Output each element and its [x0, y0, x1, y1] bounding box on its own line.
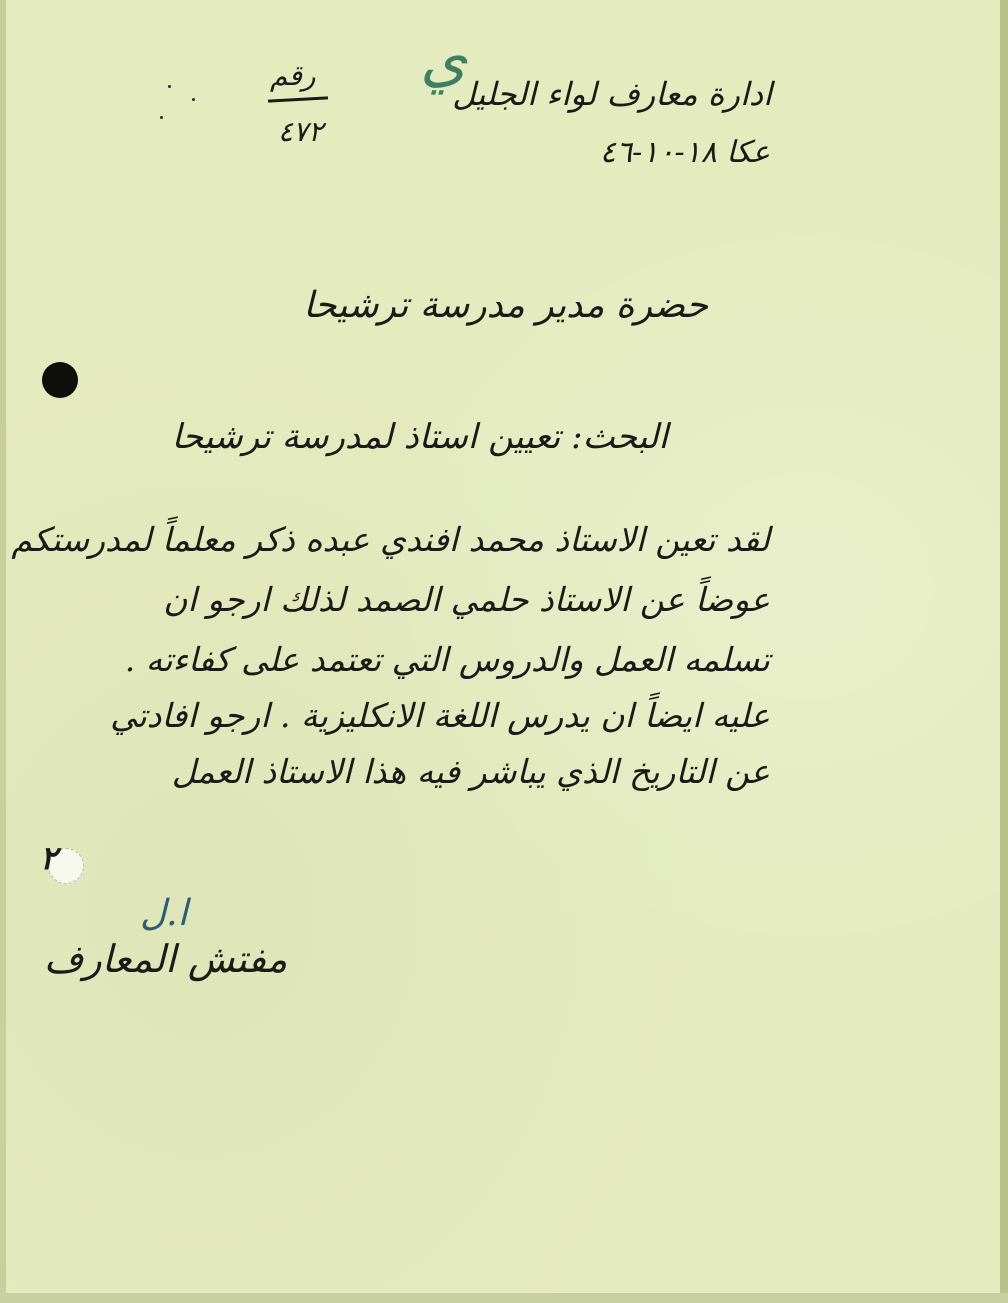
body-line: عن التاريخ الذي يباشر فيه هذا الاستاذ العمل — [171, 752, 770, 791]
page-edge-left — [0, 0, 6, 1303]
subject-line: البحث: تعيين استاذ لمدرسة ترشيحا — [171, 417, 668, 457]
page-edge-right — [1000, 0, 1008, 1303]
body-line: عوضاً عن الاستاذ حلمي الصمد لذلك ارجو ان — [163, 580, 770, 619]
signature-title: مفتش المعارف — [44, 937, 288, 981]
signature-initials: ا.ل — [140, 893, 188, 934]
reference-number: ٤٧٢ — [278, 115, 324, 148]
reference-underline — [268, 96, 328, 102]
body-line: تسلمه العمل والدروس التي تعتمد على كفاءته . — [124, 640, 770, 679]
body-line: لقد تعين الاستاذ محمد افندي عبده ذكر معلماً لمدرستكم — [11, 520, 770, 559]
addressee-line: حضرة مدير مدرسة ترشيحا — [303, 285, 708, 326]
ink-speck — [168, 85, 171, 88]
ink-speck — [160, 116, 163, 119]
ink-speck — [192, 98, 195, 101]
body-line: عليه ايضاً ان يدرس اللغة الانكليزية . ارجو افادتي — [110, 696, 770, 735]
organization-header: ادارة معارف لواء الجليل — [452, 75, 772, 113]
punch-hole — [42, 362, 78, 398]
page-mark: ٢ — [40, 839, 58, 877]
reference-label: رقم — [270, 59, 316, 92]
letter-date: عكا ١٨-١٠-٤٦ — [599, 135, 770, 170]
green-annotation: ي — [420, 25, 467, 95]
page-edge-bottom — [0, 1293, 1008, 1303]
